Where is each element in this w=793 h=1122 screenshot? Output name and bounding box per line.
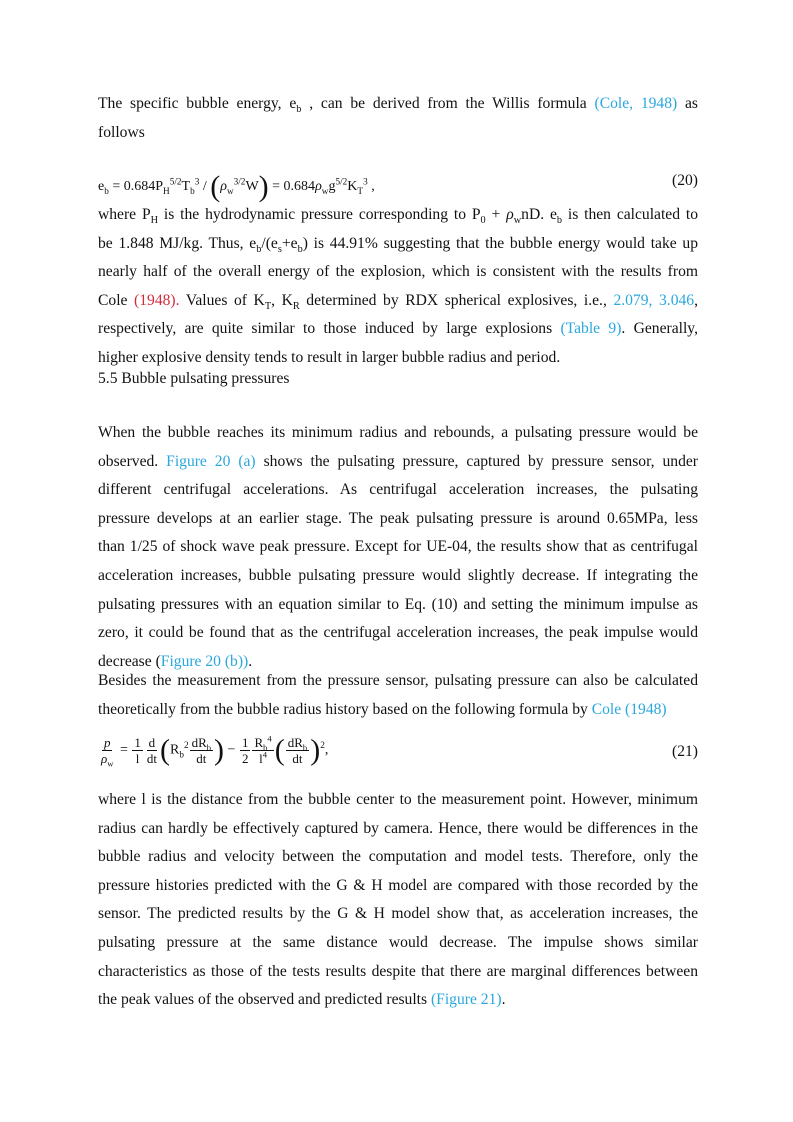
text-line: bubble radius and velocity between the computation and model tests. Therefore, only the [98, 848, 698, 866]
text-line: nearly half of the overall energy of the explosion, which is consistent with the results from [98, 263, 698, 281]
text-line: decrease (Figure 20 (b)). [98, 652, 253, 670]
values-link[interactable]: 2.079, 3.046 [613, 291, 695, 309]
figure-20a-link[interactable]: Figure 20 (a) [166, 452, 256, 470]
paragraph-pulsating-pressure [98, 419, 698, 676]
equation-number: (21) [672, 743, 698, 760]
text-line: be 1.848 MJ/kg. Thus, $e_b/(e_s+e_b)$ is 44.91% suggesting that the bubble energy would take up [98, 234, 698, 255]
equation-20 [98, 170, 698, 203]
text-line: Cole (1948). Values of $K_T$, $K_R$ determined by RDX spherical explosives, i.e., 2.079, 3.046, [98, 291, 698, 312]
text-line: characteristics as those of the tests results despite that there are marginal differences between [98, 962, 698, 980]
citation-link-cole-1948[interactable]: Cole (1948) [591, 700, 667, 718]
figure-21-link[interactable]: (Figure 21) [430, 991, 502, 1009]
equation-21 [98, 733, 698, 775]
text-line: sensor. The predicted results by the G & H model show that, as acceleration increases, the [98, 905, 698, 923]
text-line: than 1/25 of shock wave peak pressure. Except for UE-04, the results show that as centrifugal [98, 538, 698, 556]
equation-21-body: $\frac{p}{\rho_w}$ = $\frac{1}{l}$ $\frac{d}{dt}$ ($R_b^2$ $\frac{dR_b}{dt}$ ) − $\frac{1}{2}$ $\frac{R_b^4}{l^4}$ ( $\frac{dR_b}{dt}$ )$^2$, [101, 733, 329, 769]
text-line: different centrifugal accelerations. As centrifugal acceleration increases, the pulsating [98, 481, 698, 499]
paragraph-theoretical-pressure [98, 667, 698, 724]
paragraph-bubble-energy-intro [98, 90, 698, 147]
text-line: The specific bubble energy, $e_b$ , can be derived from the Willis formula (Cole, 1948) as [98, 95, 698, 116]
text-line: where $P_H$ is the hydrodynamic pressure corresponding to $P_0 + \rho_wnD$. $e_b$ is then calculated to [98, 206, 699, 227]
text-line: pulsating pressure at the same distance would decrease. The impulse shows similar [98, 933, 698, 951]
text-line: respectively, are quite similar to those induced by large explosions (Table 9). Generally, [98, 320, 698, 338]
text-line: observed. Figure 20 (a) shows the pulsating pressure, captured by pressure sensor, under [98, 452, 698, 470]
text-line: pressure histories predicted with the G & H model are compared with those recorded by the [98, 876, 698, 894]
text-line: Besides the measurement from the pressure sensor, pulsating pressure can also be calculated [98, 672, 698, 689]
citation-link-cole-1948[interactable]: (Cole, 1948) [594, 95, 678, 112]
text-line: theoretically from the bubble radius history based on the following formula by Cole (1948) [98, 700, 667, 718]
text-line: When the bubble reaches its minimum radius and rebounds, a pulsating pressure would be [98, 424, 698, 441]
paragraph-model-comparison [98, 786, 698, 1015]
text-line: where l is the distance from the bubble center to the measurement point. However, minimum [98, 791, 698, 808]
citation-year-red[interactable]: (1948). [134, 291, 180, 309]
text-line: acceleration increases, bubble pulsating pressure would slightly decrease. If integrating the [98, 566, 698, 584]
equation-number: (20) [672, 172, 698, 189]
text-line: pressure develops at an earlier stage. The peak pulsating pressure is around 0.65MPa, less [98, 509, 698, 527]
text-line: pulsating pressures with an equation similar to Eq. (10) and setting the minimum impulse as [98, 595, 698, 613]
text-line: zero, it could be found that as the centrifugal acceleration increases, the peak impulse would [98, 624, 698, 642]
figure-20b-link[interactable]: Figure 20 (b)) [160, 652, 249, 670]
text-line: follows [98, 123, 145, 141]
paragraph-bubble-energy-results [98, 201, 698, 373]
text-line: the peak values of the observed and predicted results (Figure 21). [98, 991, 506, 1009]
text-line: higher explosive density tends to result in larger bubble radius and period. [98, 348, 561, 366]
table-9-link[interactable]: (Table 9) [560, 320, 622, 338]
section-heading: 5.5 Bubble pulsating pressures [98, 370, 290, 387]
text-line: radius can hardly be effectively captured by camera. Hence, there would be differences in the [98, 819, 698, 837]
equation-20-body: $e_b = 0.684P_H^{5/2}T_b^3 / (\rho_w^{3/2}W) = 0.684\rho_wg^{5/2}K_T^3$ , [98, 170, 375, 203]
